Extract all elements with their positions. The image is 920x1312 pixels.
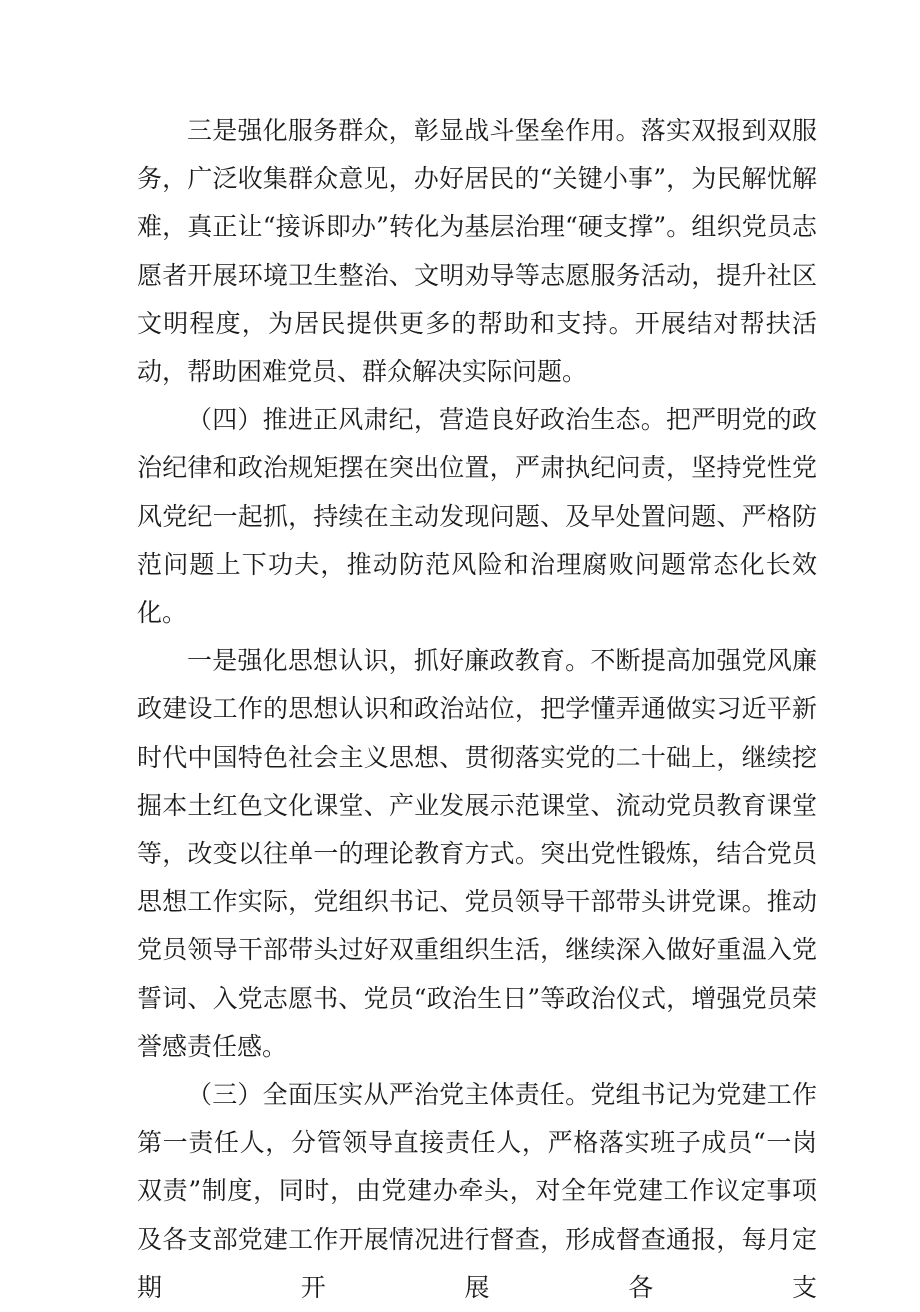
paragraph-discipline: （四）推进正风肃纪，营造良好政治生态。把严明党的政治纪律和政治规矩摆在突出位置，严肃执纪问责，坚持党性党风党纪一起抓，持续在主动发现问题、及早处置问题、严格防范问题上下功夫，推动防范风险和治理腐败问题常态化长效化。	[137, 405, 817, 628]
paragraph-service-masses: 三是强化服务群众，彰显战斗堡垒作用。落实双报到双服务，广泛收集群众意见，办好居民的“关键小事”，为民解忧解难，真正让“接诉即办”转化为基层治理“硬支撑”。组织党员志愿者开展环境卫生整治、文明劝导等志愿服务活动，提升社区文明程度，为居民提供更多的帮助和支持。开展结对帮扶活动，帮助困难党员、群众解决实际问题。	[137, 116, 817, 387]
paragraph-party-responsibility: （三）全面压实从严治党主体责任。党组书记为党建工作第一责任人，分管领导直接责任人，严格落实班子成员“一岗双责”制度，同时，由党建办牵头，对全年党建工作议定事项及各支部党建工作开展情况进行督查，形成督查通报，每月定期开展各支	[137, 1080, 817, 1302]
document-body	[137, 107, 817, 1312]
paragraph-integrity-education: 一是强化思想认识，抓好廉政教育。不断提高加强党风廉政建设工作的思想认识和政治站位，把学懂弄通做实习近平新时代中国特色社会主义思想、贯彻落实党的二十础上，继续挖掘本土红色文化课堂、产业发展示范课堂、流动党员教育课堂等，改变以往单一的理论教育方式。突出党性锻炼，结合党员思想工作实际，党组织书记、党员领导干部带头讲党课。推动党员领导干部带头过好双重组织生活，继续深入做好重温入党誓词、入党志愿书、党员“政治生日”等政治仪式，增强党员荣誉感责任感。	[137, 646, 817, 1061]
